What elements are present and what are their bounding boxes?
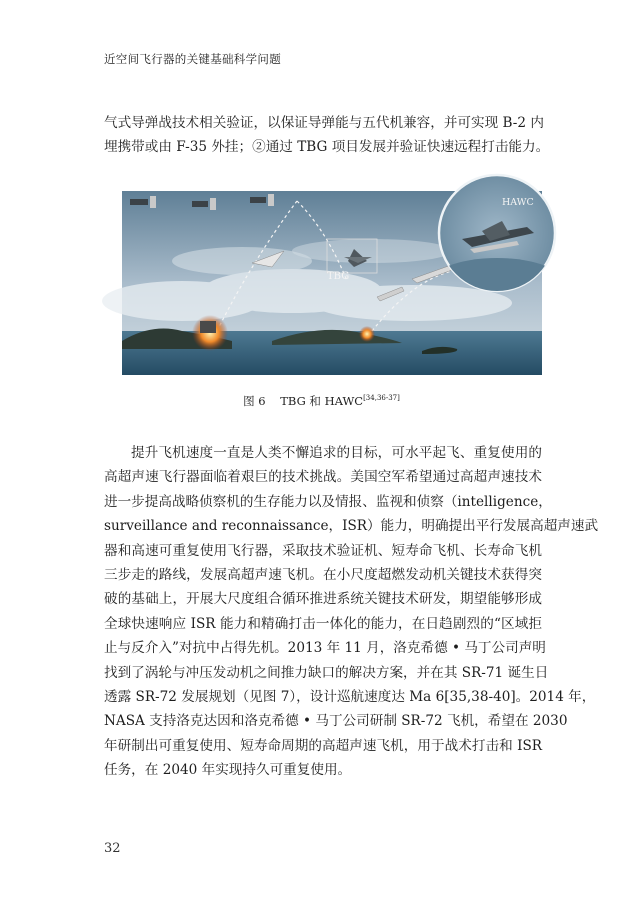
paragraph-2 [104,441,599,783]
paragraph-1 [104,111,550,160]
figure-caption [0,393,643,409]
text-line: 透露 SR-72 发展规划（见图 7），设计巡航速度达 Ma 6[35,38-40]。2014 年， [104,689,596,706]
text-line: 任务，在 2040 年实现持久可重复使用。 [104,762,352,779]
text-line: 全球快速响应 ISR 能力和精确打击一体化的能力，在日趋剧烈的“区域拒 [104,615,542,632]
text-line: surveillance and reconnaissance，ISR）能力，明确提出平行发展高超声速武 [104,518,599,535]
text-line: 提升飞机速度一直是人类不懈追求的目标，可水平起飞、重复使用的 [131,445,542,461]
page-number: 32 [104,841,121,856]
caption-text: TBG 和 HAWC [280,394,364,408]
text-line: 气式导弹战技术相关验证，以保证导弹能与五代机兼容，并可实现 B-2 内 [104,115,544,131]
caption-refs: [34,36-37] [363,394,400,403]
text-line: 年研制出可重复使用、短寿命周期的高超声速飞机，用于战术打击和 ISR [104,737,542,754]
text-line: 器和高速可重复使用飞行器，采取技术验证机、短寿命飞机、长寿命飞机 [104,542,542,559]
caption-prefix: 图 6 [243,394,266,408]
hawc-label: HAWC [502,197,534,208]
text-line: 进一步提高战略侦察机的生存能力以及情报、监视和侦察（intelligence， [104,493,552,510]
explosion-right [359,326,375,342]
text-line: 找到了涡轮与冲压发动机之间推力缺口的解决方案，并在其 SR-71 诞生日 [104,664,549,681]
text-line: 高超声速飞行器面临着艰巨的技术挑战。美国空军希望通过高超声速技术 [104,469,542,486]
text-line: 三步走的路线，发展高超声速飞机。在小尺度超燃发动机关键技术获得突 [104,567,542,584]
explosion-left [192,315,228,351]
running-header: 近空间飞行器的关键基础科学问题 [104,52,281,66]
text-line: 止与反介入”对抗中占得先机。2013 年 11 月，洛克希德 • 马丁公司声明 [104,640,546,657]
figure-illustration [122,191,542,375]
figure-tbg-hawc [122,191,542,375]
text-line: 埋携带或由 F-35 外挂；②通过 TBG 项目发展并验证快速远程打击能力。 [104,139,550,156]
tbg-label: TBG [327,271,350,282]
text-line: NASA 支持洛克达因和洛克希德 • 马丁公司研制 SR-72 飞机，希望在 2030 [104,713,568,730]
text-line: 破的基础上，开展大尺度组合循环推进系统关键技术研发，期望能够形成 [104,591,542,608]
